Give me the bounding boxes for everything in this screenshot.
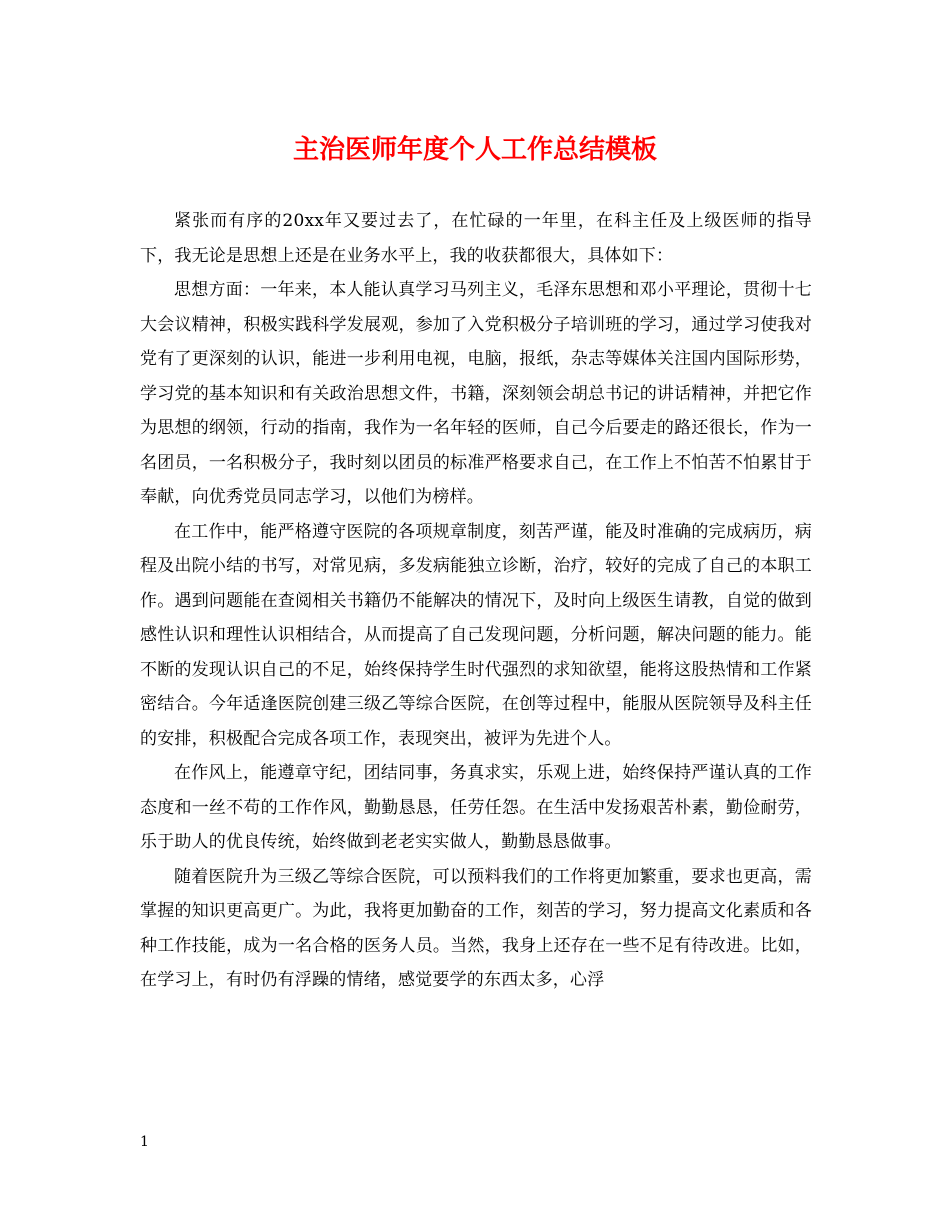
paragraph-intro: 紧张而有序的20xx年又要过去了，在忙碌的一年里，在科主任及上级医师的指导下，我无论是思想上还是在业务水平上，我的收获都很大，具体如下： <box>140 211 812 266</box>
paragraph-ideology: 思想方面：一年来，本人能认真学习马列主义，毛泽东思想和邓小平理论，贯彻十七大会议精神，积极实践科学发展观，参加了入党积极分子培训班的学习，通过学习使我对党有了更深刻的认识，能进一步利用电视，电脑，报纸，杂志等媒体关注国内国际形势，学习党的基本知识和有关政治思想文件，书籍，深刻领会胡总书记的讲话精神，并把它作为思想的纲领，行动的指南，我作为一名年轻的医师，自己今后要走的路还很长，作为一名团员，一名积极分子，我时刻以团员的标准严格要求自己，在工作上不怕苦不怕累甘于奉献，向优秀党员同志学习，以他们为榜样。 <box>140 280 812 507</box>
document-title: 主治医师年度个人工作总结模板 <box>292 135 657 165</box>
paragraph-outlook: 随着医院升为三级乙等综合医院，可以预料我们的工作将更加繁重，要求也更高，需掌握的知识更高更广。为此，我将更加勤奋的工作，刻苦的学习，努力提高文化素质和各种工作技能，成为一名合格的医务人员。当然，我身上还存在一些不足有待改进。比如，在学习上，有时仍有浮躁的情绪，感觉要学的东西太多，心浮 <box>140 866 812 990</box>
document-body <box>140 204 812 998</box>
paragraph-conduct: 在作风上，能遵章守纪，团结同事，务真求实，乐观上进，始终保持严谨认真的工作态度和一丝不苟的工作作风，勤勤恳恳，任劳任怨。在生活中发扬艰苦朴素，勤俭耐劳，乐于助人的优良传统，始终做到老老实实做人，勤勤恳恳做事。 <box>140 763 812 852</box>
page-number: 1 <box>140 1134 149 1150</box>
paragraph-work: 在工作中，能严格遵守医院的各项规章制度，刻苦严谨，能及时准确的完成病历，病程及出院小结的书写，对常见病，多发病能独立诊断，治疗，较好的完成了自己的本职工作。遇到问题能在查阅相关书籍仍不能解决的情况下，及时向上级医生请教，自觉的做到感性认识和理性认识相结合，从而提高了自己发现问题，分析问题，解决问题的能力。能不断的发现认识自己的不足，始终保持学生时代强烈的求知欲望，能将这股热情和工作紧密结合。今年适逢医院创建三级乙等综合医院，在创等过程中，能服从医院领导及科主任的安排，积极配合完成各项工作，表现突出，被评为先进个人。 <box>140 521 812 749</box>
